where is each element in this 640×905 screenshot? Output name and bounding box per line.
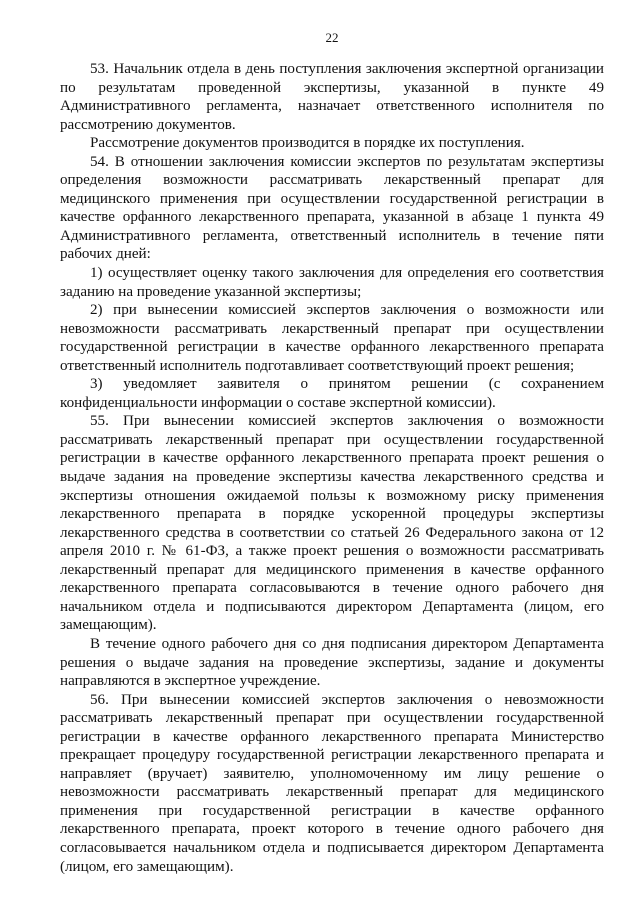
paragraph-55: 55. При вынесении комиссией экспертов заключения о возможности рассматривать лекарственный препарат при осуществлении государственной регистрации в качестве орфанного лекарственного препарата проект решения о выдаче задания на проведение экспертизы качества лекарственного средства и экспертизы отношения ожидаемой пользы к возможному риску применения лекарственного препарата в порядке ускоренной процедуры экспертизы лекарственного средства в соответствии со статьей 26 Федерального закона от 12 апреля 2010 г. № 61-ФЗ, а также проект решения о возможности рассматривать лекарственный препарат для медицинского применения в качестве орфанного лекарственного препарата согласовываются в течение одного рабочего дня начальником отдела и подписываются директором Департамента (лицом, его замещающим).: [60, 413, 604, 634]
paragraph-53-note: Рассмотрение документов производится в порядке их поступления.: [90, 135, 525, 152]
paragraph-54-item-2: 2) при вынесении комиссией экспертов заключения о возможности или невозможности рассматривать лекарственный препарат при осуществлении государственной регистрации в качестве орфанного лекарственного препарата ответственный исполнитель подготавливает соответствующий проект решения;: [60, 302, 604, 374]
paragraph-54-item-3: 3) уведомляет заявителя о принятом решении (с сохранением конфиденциальности информации о составе экспертной комиссии).: [60, 376, 604, 411]
paragraph-54: 54. В отношении заключения комиссии экспертов по результатам экспертизы определения возможности рассматривать лекарственный препарат для медицинского применения при осуществлении государственной регистрации в качестве орфанного лекарственного препарата, указанной в абзаце 1 пункта 49 Административного регламента, ответственный исполнитель в течение пяти рабочих дней:: [60, 153, 604, 263]
paragraph-53: 53. Начальник отдела в день поступления заключения экспертной организации по результатам проведенной экспертизы, указанной в пункте 49 Административного регламента, назначает ответственного исполнителя по рассмотрению документов.: [60, 61, 604, 133]
page-number: 22: [325, 30, 339, 45]
paragraph-55-note: В течение одного рабочего дня со дня подписания директором Департамента решения о выдаче задания на проведение экспертизы, задание и документы направляются в экспертное учреждение.: [60, 635, 604, 690]
paragraph-56: 56. При вынесении комиссией экспертов заключения о невозможности рассматривать лекарственный препарат при осуществлении государственной регистрации в качестве орфанного лекарственного препарата Министерство прекращает процедуру государственной регистрации лекарственного препарата и направляет (вручает) заявителю, уполномоченному им лицу решение о невозможности рассматривать лекарственный препарат для медицинского применения при государственной регистрации в качестве орфанного лекарственного препарата, проект которого в течение одного рабочего дня согласовывается начальником отдела и подписывается директором Департамента (лицом, его замещающим).: [60, 691, 604, 875]
document-body: [60, 60, 604, 876]
paragraph-54-item-1: 1) осуществляет оценку такого заключения для определения его соответствия заданию на проведение указанной экспертизы;: [60, 265, 604, 300]
